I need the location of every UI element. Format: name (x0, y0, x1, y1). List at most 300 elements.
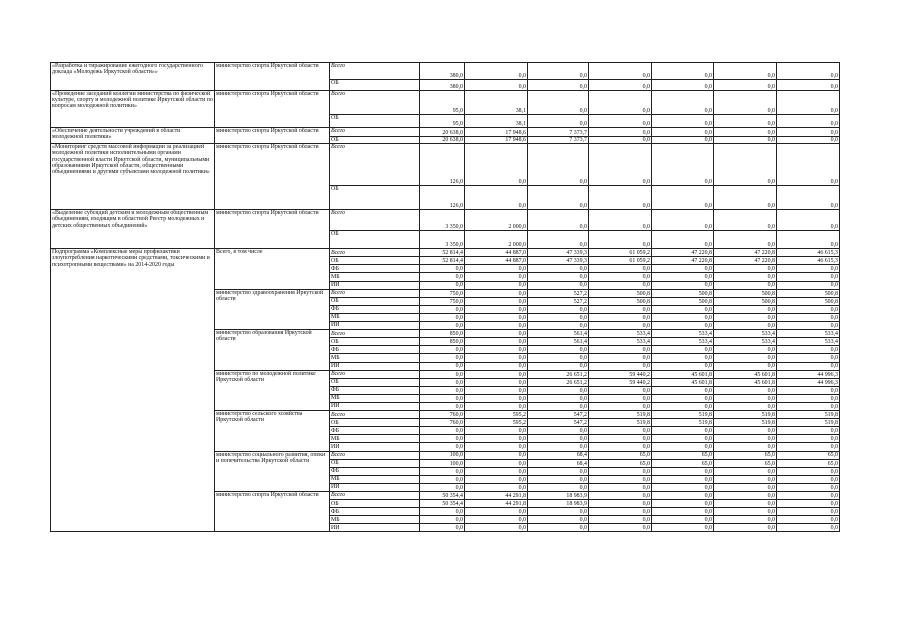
amount-cell: 0,0 (652, 386, 714, 394)
amount-cell: 0,0 (465, 459, 528, 467)
responsible-executor: Всего, в том числе (215, 249, 330, 289)
amount-cell: 0,0 (420, 265, 465, 273)
amount-cell: 0,0 (528, 402, 589, 410)
amount-cell: 0,0 (420, 370, 465, 378)
funding-source: Всего (330, 411, 420, 419)
amount-cell: 0,0 (420, 467, 465, 475)
amount-cell: 0,0 (777, 63, 840, 80)
amount-cell: 0,0 (714, 281, 777, 289)
amount-cell: 0,0 (652, 115, 714, 128)
amount-cell: 0,0 (589, 128, 652, 137)
funding-source: ОБ (330, 297, 420, 305)
funding-source: ФБ (330, 346, 420, 354)
amount-cell: 0,0 (777, 128, 840, 137)
amount-cell: 0,0 (589, 500, 652, 508)
amount-cell: 760,0 (420, 419, 465, 427)
responsible-executor: министерство спорта Иркутской области (215, 210, 330, 249)
funding-source: ФБ (330, 467, 420, 475)
amount-cell: 26 651,2 (528, 370, 589, 378)
amount-cell: 0,0 (528, 273, 589, 281)
amount-cell: 47 339,3 (528, 257, 589, 265)
funding-source: ОБ (330, 186, 420, 210)
funding-source: ИИ (330, 362, 420, 370)
amount-cell: 65,0 (652, 451, 714, 459)
amount-cell: 0,0 (528, 435, 589, 443)
amount-cell: 0,0 (589, 210, 652, 231)
amount-cell: 0,0 (777, 115, 840, 128)
amount-cell: 0,0 (420, 475, 465, 483)
amount-cell: 0,0 (652, 508, 714, 516)
amount-cell: 750,0 (420, 289, 465, 297)
funding-source: ОБ (330, 500, 420, 508)
amount-cell: 0,0 (528, 322, 589, 330)
amount-cell: 45 601,8 (714, 370, 777, 378)
amount-cell: 0,0 (714, 354, 777, 362)
amount-cell: 0,0 (420, 281, 465, 289)
amount-cell: 0,0 (714, 273, 777, 281)
amount-cell: 44 996,3 (777, 370, 840, 378)
amount-cell: 0,0 (652, 186, 714, 210)
amount-cell: 0,0 (528, 516, 589, 524)
amount-cell: 0,0 (714, 427, 777, 435)
amount-cell: 0,0 (777, 305, 840, 313)
amount-cell: 0,0 (528, 467, 589, 475)
amount-cell: 0,0 (465, 297, 528, 305)
amount-cell: 527,2 (528, 297, 589, 305)
amount-cell: 547,2 (528, 411, 589, 419)
amount-cell: 0,0 (589, 435, 652, 443)
amount-cell: 0,0 (589, 91, 652, 115)
amount-cell: 0,0 (714, 402, 777, 410)
amount-cell: 0,0 (652, 210, 714, 231)
funding-source: МБ (330, 354, 420, 362)
amount-cell: 0,0 (528, 508, 589, 516)
table-row (51, 144, 840, 186)
funding-source: ОБ (330, 378, 420, 386)
amount-cell: 0,0 (652, 483, 714, 491)
amount-cell: 0,0 (589, 137, 652, 144)
amount-cell: 0,0 (465, 443, 528, 451)
amount-cell: 0,0 (528, 265, 589, 273)
amount-cell: 0,0 (714, 492, 777, 500)
table-row (51, 63, 840, 80)
event-name: Подпрограмма «Комплексные меры профилактики злоупотребления наркотическими средствами, токсическими и психотропными веществами» на 2014-2020 годы (51, 249, 215, 532)
amount-cell: 0,0 (652, 63, 714, 80)
amount-cell: 0,0 (589, 281, 652, 289)
responsible-executor: министерство спорта Иркутской области (215, 128, 330, 144)
amount-cell: 0,0 (528, 144, 589, 186)
amount-cell: 95,0 (420, 115, 465, 128)
funding-source: ОБ (330, 419, 420, 427)
amount-cell: 0,0 (465, 524, 528, 532)
table-row (51, 210, 840, 231)
amount-cell: 26 651,2 (528, 378, 589, 386)
amount-cell: 0,0 (777, 322, 840, 330)
funding-source: Всего (330, 330, 420, 338)
amount-cell: 0,0 (465, 451, 528, 459)
funding-source: Всего (330, 370, 420, 378)
funding-source: Всего (330, 451, 420, 459)
amount-cell: 0,0 (420, 305, 465, 313)
funding-source: ОБ (330, 137, 420, 144)
amount-cell: 2 000,0 (465, 231, 528, 249)
amount-cell: 0,0 (465, 330, 528, 338)
funding-source: МБ (330, 516, 420, 524)
amount-cell: 0,0 (589, 186, 652, 210)
amount-cell: 0,0 (589, 475, 652, 483)
funding-source: ИИ (330, 524, 420, 532)
amount-cell: 0,0 (714, 186, 777, 210)
amount-cell: 0,0 (777, 500, 840, 508)
amount-cell: 0,0 (465, 273, 528, 281)
amount-cell: 0,0 (714, 305, 777, 313)
funding-source: Всего (330, 144, 420, 186)
amount-cell: 0,0 (589, 346, 652, 354)
amount-cell: 0,0 (420, 394, 465, 402)
amount-cell: 0,0 (777, 265, 840, 273)
amount-cell: 0,0 (420, 354, 465, 362)
amount-cell: 0,0 (589, 362, 652, 370)
amount-cell: 500,8 (589, 297, 652, 305)
amount-cell: 0,0 (714, 394, 777, 402)
funding-source: Всего (330, 210, 420, 231)
amount-cell: 0,0 (777, 144, 840, 186)
amount-cell: 0,0 (652, 80, 714, 91)
amount-cell: 47 220,8 (714, 257, 777, 265)
amount-cell: 45 601,8 (652, 370, 714, 378)
amount-cell: 0,0 (714, 524, 777, 532)
amount-cell: 595,2 (465, 411, 528, 419)
amount-cell: 500,8 (652, 297, 714, 305)
amount-cell: 0,0 (465, 281, 528, 289)
amount-cell: 65,0 (714, 459, 777, 467)
amount-cell: 0,0 (714, 231, 777, 249)
amount-cell: 47 339,3 (528, 249, 589, 257)
amount-cell: 0,0 (777, 346, 840, 354)
amount-cell: 0,0 (589, 402, 652, 410)
amount-cell: 46 615,3 (777, 257, 840, 265)
funding-source: МБ (330, 475, 420, 483)
amount-cell: 533,4 (652, 330, 714, 338)
amount-cell: 0,0 (777, 435, 840, 443)
responsible-executor: министерство спорта Иркутской области (215, 144, 330, 210)
amount-cell: 0,0 (528, 443, 589, 451)
amount-cell: 0,0 (777, 137, 840, 144)
responsible-executor: министерство образования Иркутской области (215, 330, 330, 370)
amount-cell: 0,0 (589, 443, 652, 451)
amount-cell: 0,0 (652, 322, 714, 330)
funding-source: ФБ (330, 265, 420, 273)
amount-cell: 380,0 (420, 80, 465, 91)
amount-cell: 65,0 (777, 459, 840, 467)
amount-cell: 100,0 (420, 459, 465, 467)
amount-cell: 595,2 (465, 419, 528, 427)
event-name: «Мониторинг средств массовой информации за реализацией молодежной политики исполнительными органами государственной власти Иркутской области, муниципальными образованиями Иркутской области, общественными объединениями и другими субъектами молодежной политики» (51, 144, 215, 210)
responsible-executor: министерство сельского хозяйства Иркутской области (215, 411, 330, 451)
amount-cell: 0,0 (714, 346, 777, 354)
amount-cell: 0,0 (777, 427, 840, 435)
responsible-executor: министерство здравоохранения Иркутской области (215, 289, 330, 329)
amount-cell: 0,0 (465, 483, 528, 491)
amount-cell: 17 948,6 (465, 128, 528, 137)
funding-source: Всего (330, 91, 420, 115)
amount-cell: 0,0 (465, 370, 528, 378)
amount-cell: 46 615,3 (777, 249, 840, 257)
amount-cell: 380,0 (420, 63, 465, 80)
amount-cell: 0,0 (465, 516, 528, 524)
amount-cell: 100,0 (420, 451, 465, 459)
amount-cell: 0,0 (652, 524, 714, 532)
amount-cell: 0,0 (589, 524, 652, 532)
amount-cell: 0,0 (465, 467, 528, 475)
amount-cell: 0,0 (465, 362, 528, 370)
amount-cell: 65,0 (714, 451, 777, 459)
amount-cell: 0,0 (652, 402, 714, 410)
amount-cell: 0,0 (652, 475, 714, 483)
amount-cell: 0,0 (652, 362, 714, 370)
amount-cell: 533,4 (589, 330, 652, 338)
amount-cell: 0,0 (420, 322, 465, 330)
amount-cell: 0,0 (714, 91, 777, 115)
amount-cell: 7 373,7 (528, 137, 589, 144)
funding-source: МБ (330, 313, 420, 321)
table-row (51, 128, 840, 137)
amount-cell: 0,0 (652, 427, 714, 435)
amount-cell: 0,0 (420, 386, 465, 394)
amount-cell: 0,0 (420, 483, 465, 491)
amount-cell: 0,0 (589, 144, 652, 186)
amount-cell: 0,0 (652, 435, 714, 443)
amount-cell: 0,0 (652, 492, 714, 500)
amount-cell: 0,0 (528, 524, 589, 532)
amount-cell: 519,8 (777, 411, 840, 419)
amount-cell: 0,0 (777, 362, 840, 370)
amount-cell: 0,0 (528, 281, 589, 289)
amount-cell: 0,0 (714, 483, 777, 491)
amount-cell: 44 887,0 (465, 249, 528, 257)
amount-cell: 561,4 (528, 338, 589, 346)
amount-cell: 0,0 (777, 80, 840, 91)
amount-cell: 0,0 (777, 354, 840, 362)
amount-cell: 533,4 (652, 338, 714, 346)
amount-cell: 519,8 (589, 419, 652, 427)
amount-cell: 0,0 (420, 427, 465, 435)
amount-cell: 0,0 (465, 386, 528, 394)
amount-cell: 65,0 (777, 451, 840, 459)
amount-cell: 519,8 (714, 419, 777, 427)
budget-table (50, 62, 840, 532)
funding-source: МБ (330, 435, 420, 443)
amount-cell: 561,4 (528, 330, 589, 338)
amount-cell: 0,0 (465, 338, 528, 346)
table-row (51, 91, 840, 115)
amount-cell: 50 354,4 (420, 492, 465, 500)
amount-cell: 2 000,0 (465, 210, 528, 231)
amount-cell: 38,1 (465, 115, 528, 128)
amount-cell: 52 814,4 (420, 249, 465, 257)
amount-cell: 0,0 (528, 386, 589, 394)
amount-cell: 0,0 (420, 402, 465, 410)
amount-cell: 0,0 (652, 273, 714, 281)
amount-cell: 0,0 (528, 427, 589, 435)
amount-cell: 0,0 (714, 210, 777, 231)
amount-cell: 17 948,6 (465, 137, 528, 144)
amount-cell: 0,0 (777, 483, 840, 491)
funding-source: ФБ (330, 508, 420, 516)
amount-cell: 0,0 (589, 305, 652, 313)
amount-cell: 0,0 (528, 483, 589, 491)
amount-cell: 0,0 (589, 115, 652, 128)
responsible-executor: министерство спорта Иркутской области (215, 492, 330, 532)
amount-cell: 0,0 (714, 115, 777, 128)
amount-cell: 0,0 (589, 467, 652, 475)
amount-cell: 0,0 (652, 265, 714, 273)
funding-source: МБ (330, 394, 420, 402)
funding-source: ОБ (330, 338, 420, 346)
amount-cell: 0,0 (420, 362, 465, 370)
amount-cell: 533,4 (589, 338, 652, 346)
amount-cell: 500,8 (777, 289, 840, 297)
amount-cell: 0,0 (652, 137, 714, 144)
funding-source: ИИ (330, 483, 420, 491)
amount-cell: 0,0 (777, 492, 840, 500)
amount-cell: 0,0 (528, 394, 589, 402)
amount-cell: 0,0 (420, 435, 465, 443)
funding-source: ОБ (330, 257, 420, 265)
funding-source: ИИ (330, 402, 420, 410)
responsible-executor: министерство социального развития, опеки и попечительства Иркутской области (215, 451, 330, 491)
amount-cell: 0,0 (714, 435, 777, 443)
amount-cell: 0,0 (589, 231, 652, 249)
amount-cell: 18 983,9 (528, 492, 589, 500)
funding-source: ФБ (330, 386, 420, 394)
amount-cell: 0,0 (589, 313, 652, 321)
amount-cell: 3 350,0 (420, 210, 465, 231)
amount-cell: 0,0 (714, 144, 777, 186)
amount-cell: 0,0 (589, 508, 652, 516)
amount-cell: 44 996,3 (777, 378, 840, 386)
amount-cell: 0,0 (777, 313, 840, 321)
amount-cell: 500,8 (777, 297, 840, 305)
amount-cell: 0,0 (589, 492, 652, 500)
amount-cell: 126,0 (420, 186, 465, 210)
amount-cell: 0,0 (465, 305, 528, 313)
amount-cell: 500,8 (714, 289, 777, 297)
amount-cell: 0,0 (652, 467, 714, 475)
amount-cell: 519,8 (652, 411, 714, 419)
amount-cell: 0,0 (652, 500, 714, 508)
table-row (51, 249, 840, 257)
amount-cell: 65,0 (652, 459, 714, 467)
funding-source: ОБ (330, 80, 420, 91)
responsible-executor: министерство по молодежной политике Иркутской области (215, 370, 330, 410)
amount-cell: 0,0 (714, 362, 777, 370)
amount-cell: 0,0 (528, 475, 589, 483)
amount-cell: 0,0 (777, 508, 840, 516)
amount-cell: 68,4 (528, 459, 589, 467)
amount-cell: 20 638,0 (420, 128, 465, 137)
amount-cell: 0,0 (465, 435, 528, 443)
amount-cell: 126,0 (420, 144, 465, 186)
amount-cell: 0,0 (528, 305, 589, 313)
amount-cell: 0,0 (652, 91, 714, 115)
amount-cell: 0,0 (589, 516, 652, 524)
funding-source: ИИ (330, 281, 420, 289)
event-name: «Выделение субсидий детским и молодежным общественным объединениям, входящим в областной Реестр молодежных и детских общественных объединений» (51, 210, 215, 249)
amount-cell: 44 887,0 (465, 257, 528, 265)
amount-cell: 0,0 (589, 394, 652, 402)
amount-cell: 0,0 (714, 475, 777, 483)
amount-cell: 0,0 (465, 313, 528, 321)
amount-cell: 0,0 (528, 362, 589, 370)
amount-cell: 20 638,0 (420, 137, 465, 144)
amount-cell: 0,0 (777, 475, 840, 483)
amount-cell: 0,0 (777, 281, 840, 289)
responsible-executor: министерство спорта Иркутской области (215, 91, 330, 128)
funding-source: Всего (330, 249, 420, 257)
amount-cell: 0,0 (465, 144, 528, 186)
budget-table-body (51, 63, 840, 532)
amount-cell: 0,0 (528, 354, 589, 362)
amount-cell: 0,0 (465, 427, 528, 435)
funding-source: МБ (330, 273, 420, 281)
responsible-executor: министерство спорта Иркутской области (215, 63, 330, 91)
amount-cell: 0,0 (420, 516, 465, 524)
funding-source: Всего (330, 63, 420, 80)
amount-cell: 0,0 (589, 273, 652, 281)
amount-cell: 0,0 (714, 516, 777, 524)
amount-cell: 0,0 (714, 137, 777, 144)
event-name: «Проведение заседаний коллегии министерства по физической культуре, спорту и молодежной политике Иркутской области по вопросам молодежной политики» (51, 91, 215, 128)
amount-cell: 519,8 (652, 419, 714, 427)
amount-cell: 0,0 (714, 265, 777, 273)
amount-cell: 0,0 (528, 231, 589, 249)
funding-source: ОБ (330, 459, 420, 467)
amount-cell: 0,0 (528, 186, 589, 210)
amount-cell: 95,0 (420, 91, 465, 115)
amount-cell: 0,0 (420, 508, 465, 516)
amount-cell: 533,4 (777, 330, 840, 338)
amount-cell: 750,0 (420, 297, 465, 305)
funding-source: ФБ (330, 427, 420, 435)
amount-cell: 0,0 (652, 354, 714, 362)
amount-cell: 500,8 (714, 297, 777, 305)
amount-cell: 0,0 (652, 394, 714, 402)
amount-cell: 59 440,2 (589, 370, 652, 378)
funding-source: ФБ (330, 305, 420, 313)
amount-cell: 0,0 (777, 273, 840, 281)
amount-cell: 0,0 (777, 91, 840, 115)
amount-cell: 0,0 (528, 91, 589, 115)
amount-cell: 45 601,8 (652, 378, 714, 386)
amount-cell: 0,0 (777, 402, 840, 410)
amount-cell: 0,0 (420, 346, 465, 354)
amount-cell: 3 350,0 (420, 231, 465, 249)
amount-cell: 65,0 (589, 459, 652, 467)
amount-cell: 0,0 (714, 386, 777, 394)
amount-cell: 0,0 (465, 354, 528, 362)
amount-cell: 47 220,8 (714, 249, 777, 257)
amount-cell: 65,0 (589, 451, 652, 459)
amount-cell: 850,0 (420, 338, 465, 346)
amount-cell: 533,4 (714, 338, 777, 346)
amount-cell: 0,0 (465, 63, 528, 80)
amount-cell: 0,0 (528, 346, 589, 354)
amount-cell: 500,8 (589, 289, 652, 297)
amount-cell: 50 354,4 (420, 500, 465, 508)
amount-cell: 0,0 (652, 305, 714, 313)
amount-cell: 0,0 (465, 322, 528, 330)
